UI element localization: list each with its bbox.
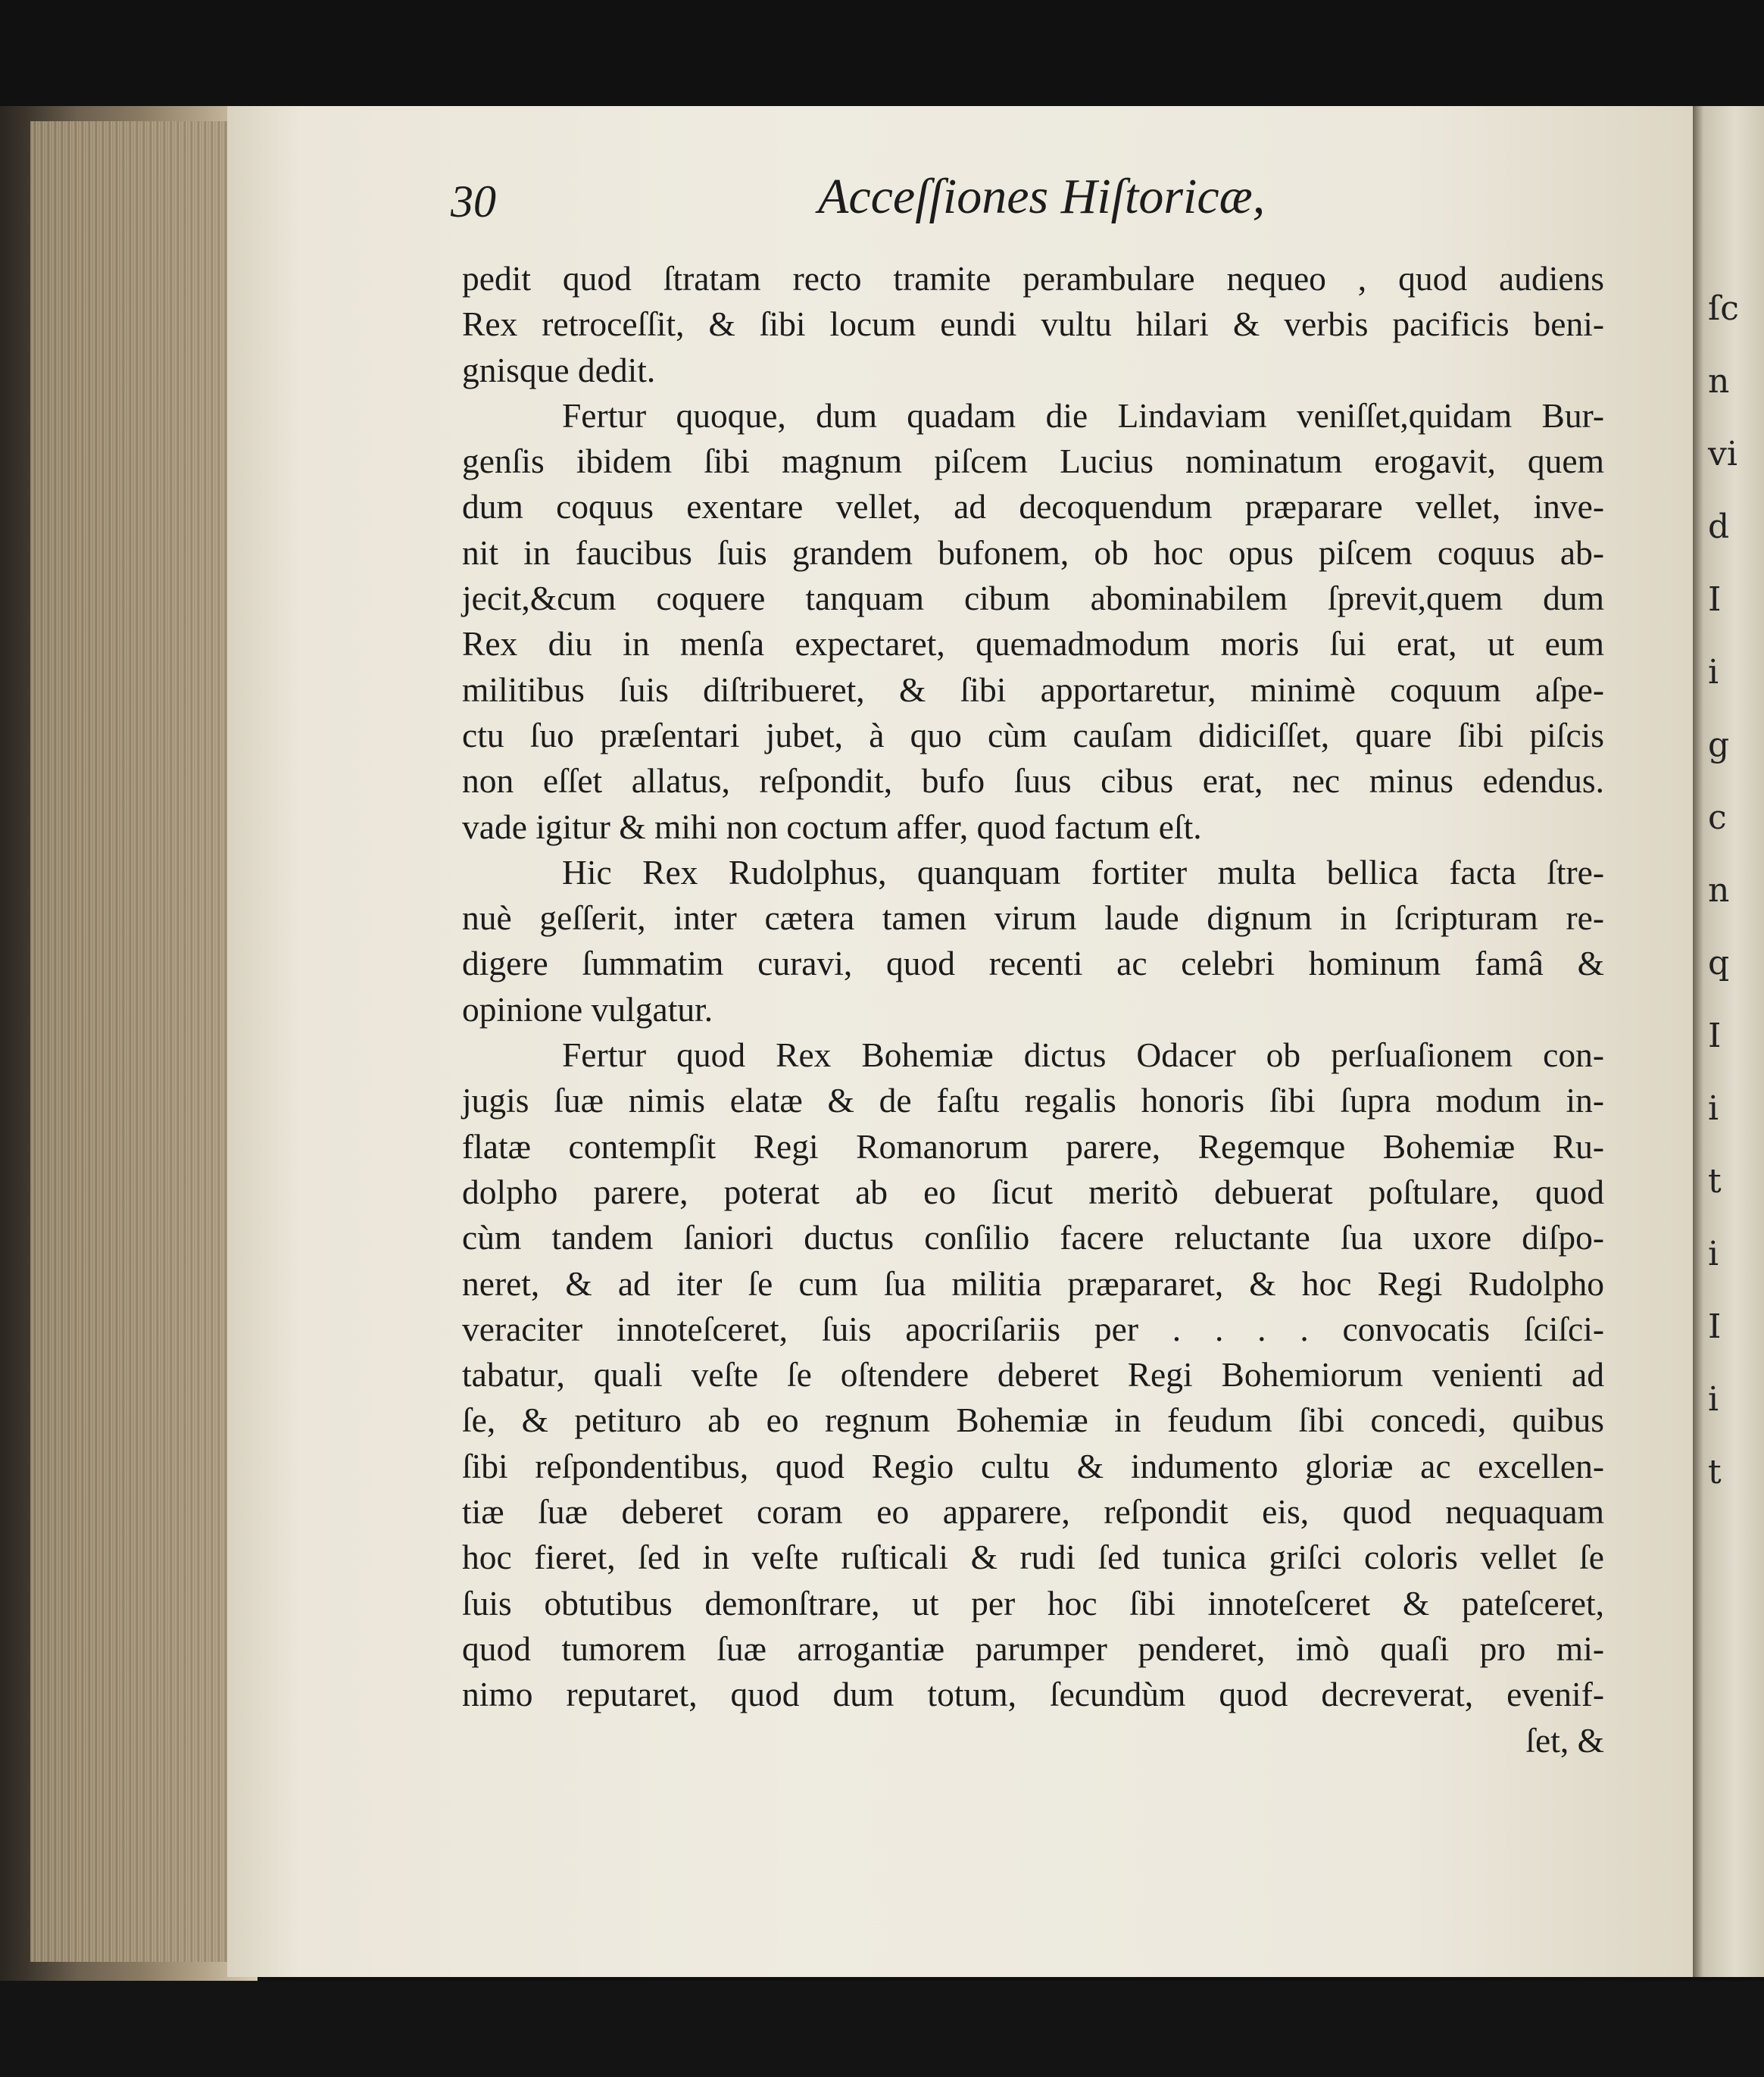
- running-head: Acceſſiones Hiſtoricæ,: [818, 169, 1266, 224]
- facing-page-glyph: ſc: [1708, 289, 1739, 328]
- text-line: flatæ contempſit Regi Romanorum parere, Regemque Bohemiæ Ru-: [462, 1126, 1604, 1166]
- facing-page-glyph: t: [1708, 1453, 1722, 1491]
- facing-page-glyph: i: [1708, 1089, 1719, 1128]
- text-line: Fertur quoque, dum quadam die Lindaviam veniſſet,quidam Bur-: [562, 395, 1604, 435]
- bottom-background: [0, 1981, 1764, 2077]
- text-line: Rex diu in menſa expectaret, quemadmodum moris ſui erat, ut eum: [462, 624, 1604, 664]
- facing-page-glyph: t: [1708, 1162, 1722, 1201]
- text-line: hoc fieret, ſed in veſte ruſticali & rudi ſed tunica griſci coloris vellet ſe: [462, 1538, 1604, 1577]
- facing-page-glyph: n: [1708, 871, 1730, 910]
- text-line: Fertur quod Rex Bohemiæ dictus Odacer ob perſuaſionem con-: [562, 1035, 1604, 1075]
- top-background: [0, 0, 1764, 106]
- text-line: veraciter innoteſceret, ſuis apocriſariis per . . . . convocatis ſciſci-: [462, 1309, 1604, 1348]
- text-line: neret, & ad iter ſe cum ſua militia præpararet, & hoc Regi Rudolpho: [462, 1263, 1604, 1303]
- facing-page-glyph: n: [1708, 362, 1730, 401]
- text-line: quod tumorem ſuæ arrogantiæ parumper penderet, imò quaſi pro mi-: [462, 1629, 1604, 1668]
- text-line: jecit,&cum coquere tanquam cibum abominabilem ſprevit,quem dum: [462, 579, 1604, 618]
- text-line: Rex retroceſſit, & ſibi locum eundi vultu hilari & verbis pacificis beni-: [462, 305, 1604, 344]
- text-line: pedit quod ſtratam recto tramite perambulare nequeo , quod audiens: [462, 259, 1604, 298]
- facing-page-glyph: I: [1708, 580, 1722, 619]
- text-line: genſis ibidem ſibi magnum piſcem Lucius nominatum erogavit, quem: [462, 442, 1604, 481]
- facing-page-glyph: q: [1708, 944, 1730, 982]
- facing-page-glyph: I: [1708, 1017, 1722, 1055]
- text-line: ſibi reſpondentibus, quod Regio cultu & indumento gloriæ ac excellen-: [462, 1446, 1604, 1485]
- text-line: opinione vulgatur.: [462, 989, 713, 1029]
- facing-page-glyph: d: [1708, 508, 1730, 546]
- text-line: militibus ſuis diſtribueret, & ſibi apportaretur, minimè coquum aſpe-: [462, 670, 1604, 709]
- text-line: jugis ſuæ nimis elatæ & de faſtu regalis honoris ſibi ſupra modum in-: [462, 1081, 1604, 1120]
- facing-page-glyph: g: [1708, 726, 1730, 764]
- facing-page-glyph: vi: [1708, 435, 1737, 473]
- text-line: non eſſet allatus, reſpondit, bufo ſuus cibus erat, nec minus edendus.: [462, 761, 1604, 801]
- text-line: Hic Rex Rudolphus, quanquam fortiter multa bellica facta ſtre-: [562, 852, 1604, 892]
- text-line: gnisque dedit.: [462, 350, 656, 389]
- text-line: nit in faucibus ſuis grandem bufonem, ob hoc opus piſcem coquus ab-: [462, 533, 1604, 572]
- text-line: ſuis obtutibus demonſtrare, ut per hoc ſibi innoteſceret & pateſceret,: [462, 1583, 1604, 1623]
- text-line: tabatur, quali veſte ſe oſtendere deberet Regi Bohemiorum venienti ad: [462, 1355, 1604, 1395]
- text-line: vade igitur & mihi non coctum affer, quod factum eſt.: [462, 807, 1202, 846]
- text-line: cùm tandem ſaniori ductus conſilio facere reluctante ſua uxore diſpo-: [462, 1218, 1604, 1257]
- facing-page-glyph: i: [1708, 1235, 1719, 1273]
- facing-page-glyph: I: [1708, 1307, 1722, 1346]
- text-line: ſe, & petituro ab eo regnum Bohemiæ in feudum ſibi concedi, quibus: [462, 1401, 1604, 1440]
- catchword: ſet, &: [1525, 1720, 1604, 1760]
- text-line: nuè geſſerit, inter cætera tamen virum laude dignum in ſcripturam re-: [462, 898, 1604, 938]
- text-line: nimo reputaret, quod dum totum, ſecundùm quod decreverat, evenif-: [462, 1675, 1604, 1714]
- page-number: 30: [451, 176, 496, 226]
- text-line: digere ſummatim curavi, quod recenti ac celebri hominum famâ &: [462, 944, 1604, 983]
- facing-page-glyph: i: [1708, 1380, 1719, 1419]
- text-line: dolpho parere, poterat ab eo ſicut meritò debuerat poſtulare, quod: [462, 1172, 1604, 1211]
- text-line: ctu ſuo præſentari jubet, à quo cùm cauſam didiciſſet, quare ſibi piſcis: [462, 715, 1604, 754]
- facing-page-glyphs: [1708, 273, 1761, 1509]
- page-stack-edges: [30, 121, 227, 1962]
- facing-page-glyph: i: [1708, 653, 1719, 692]
- facing-page-glyph: c: [1708, 798, 1727, 837]
- body-text: [462, 256, 1604, 1763]
- text-line: dum coquus exentare vellet, ad decoquendum præparare vellet, inve-: [462, 487, 1604, 526]
- text-line: tiæ ſuæ deberet coram eo apparere, reſpondit eis, quod nequaquam: [462, 1492, 1604, 1532]
